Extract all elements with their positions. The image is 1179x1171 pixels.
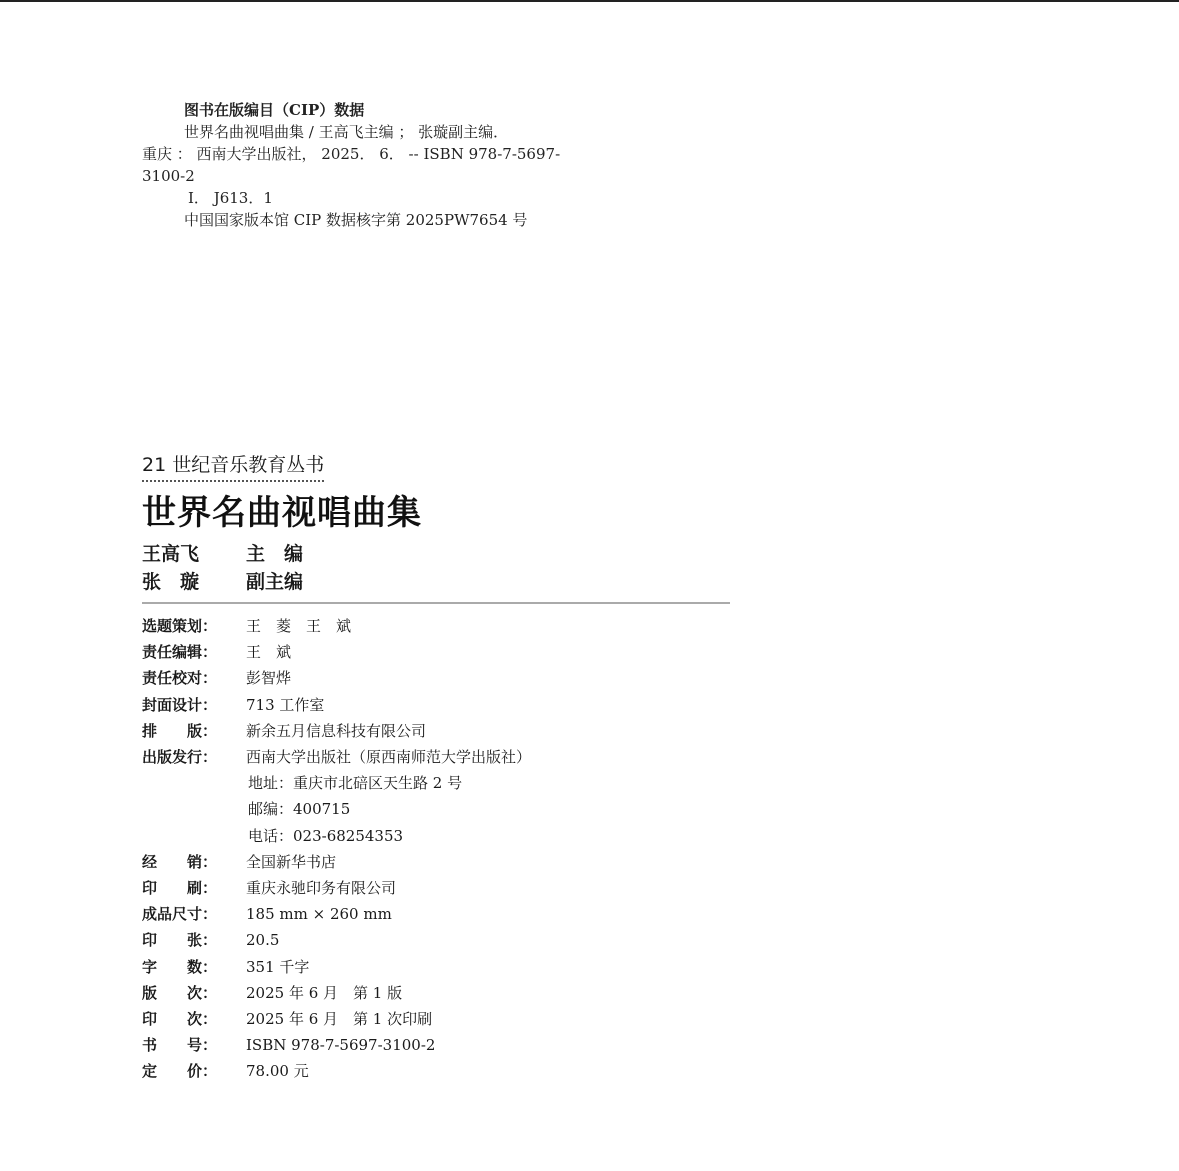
- editors-block: [142, 540, 303, 596]
- colophon-label: 成品尺寸：: [142, 905, 218, 924]
- cip-line-classification: Ⅰ． J613．1: [188, 189, 273, 207]
- colophon-label: 印 刷：: [142, 879, 218, 898]
- colophon-label: 书 号：: [142, 1036, 218, 1055]
- cip-line-publisher: 重庆 ： 西南大学出版社， 2025． 6． -- ISBN 978-7-5697-: [142, 145, 561, 163]
- colophon-row-distribution: [142, 849, 531, 875]
- cip-block: [142, 99, 702, 231]
- section-divider: [142, 602, 730, 604]
- colophon-row-edition: [142, 980, 531, 1006]
- editor-row-chief: [142, 540, 303, 568]
- colophon-value: 713 工作室: [246, 695, 325, 714]
- colophon-row-words: [142, 954, 531, 980]
- colophon-value: 78.00 元: [246, 1062, 309, 1081]
- colophon-value: 20.5: [246, 931, 280, 950]
- editor-role: 副主编: [246, 571, 304, 593]
- cip-heading: 图书在版编目（CIP）数据: [184, 101, 365, 119]
- cip-line-record-number: 中国国家版本馆 CIP 数据核字第 2025PW7654 号: [184, 211, 528, 229]
- colophon-value: 2025 年 6 月 第 1 版: [246, 983, 403, 1002]
- series-name: 21 世纪音乐教育丛书: [142, 452, 324, 482]
- colophon-postcode: 邮编：400715: [248, 800, 351, 819]
- colophon-row-proofreader: [142, 665, 531, 691]
- colophon-row-typesetting: [142, 718, 531, 744]
- colophon-row-size: [142, 901, 531, 927]
- colophon-phone: 电话：023-68254353: [248, 826, 404, 845]
- colophon-label: 排 版：: [142, 721, 218, 740]
- colophon-value: 王 菱 王 斌: [246, 617, 352, 635]
- colophon-label: 责任编辑：: [142, 643, 218, 662]
- colophon-row-sheets: [142, 927, 531, 953]
- colophon-row-cover: [142, 692, 531, 718]
- cip-line-title: 世界名曲视唱曲集 / 王高飞主编 ； 张璇副主编．: [184, 123, 509, 141]
- colophon-value: 新余五月信息科技有限公司: [246, 721, 427, 740]
- colophon-label: 封面设计：: [142, 695, 218, 714]
- colophon-value: 2025 年 6 月 第 1 次印刷: [246, 1010, 433, 1029]
- top-rule: [0, 0, 1179, 2]
- colophon-row-price: [142, 1058, 531, 1084]
- colophon-label: 经 销：: [142, 852, 218, 871]
- colophon-label: 版 次：: [142, 983, 218, 1002]
- colophon-value: 彭智烨: [246, 669, 292, 688]
- colophon-label: 印 次：: [142, 1010, 218, 1029]
- colophon-row-impression: [142, 1006, 531, 1032]
- editor-row-deputy: [142, 568, 303, 596]
- colophon-row-isbn: [142, 1032, 531, 1058]
- colophon-value: 全国新华书店: [246, 852, 337, 871]
- editor-role: 主 编: [246, 543, 304, 565]
- colophon-value: 185 mm × 260 mm: [246, 905, 392, 924]
- colophon-label: 选题策划：: [142, 617, 218, 635]
- colophon-value: 351 千字: [246, 957, 310, 976]
- cip-line-isbn-tail: 3100-2: [142, 167, 195, 185]
- editor-name: 王高飞: [142, 543, 200, 565]
- colophon-row-printing: [142, 875, 531, 901]
- colophon-row-editor: [142, 639, 531, 665]
- colophon-value: 重庆永驰印务有限公司: [246, 879, 397, 898]
- colophon-value: ISBN 978-7-5697-3100-2: [246, 1036, 436, 1055]
- colophon-label: 印 张：: [142, 931, 218, 950]
- colophon: [142, 613, 531, 1085]
- colophon-label: 定 价：: [142, 1062, 218, 1081]
- colophon-address: 地址：重庆市北碚区天生路 2 号: [248, 774, 463, 793]
- colophon-label: 责任校对：: [142, 669, 218, 688]
- colophon-row-planning: [142, 613, 531, 639]
- book-title: 世界名曲视唱曲集: [142, 493, 422, 533]
- editor-name: 张 璇: [142, 571, 200, 593]
- colophon-value: 西南大学出版社（原西南师范大学出版社）: [246, 748, 532, 767]
- colophon-value: 王 斌: [246, 643, 292, 662]
- colophon-label: 出版发行：: [142, 748, 218, 767]
- colophon-row-publisher: [142, 744, 531, 770]
- colophon-label: 字 数：: [142, 957, 218, 976]
